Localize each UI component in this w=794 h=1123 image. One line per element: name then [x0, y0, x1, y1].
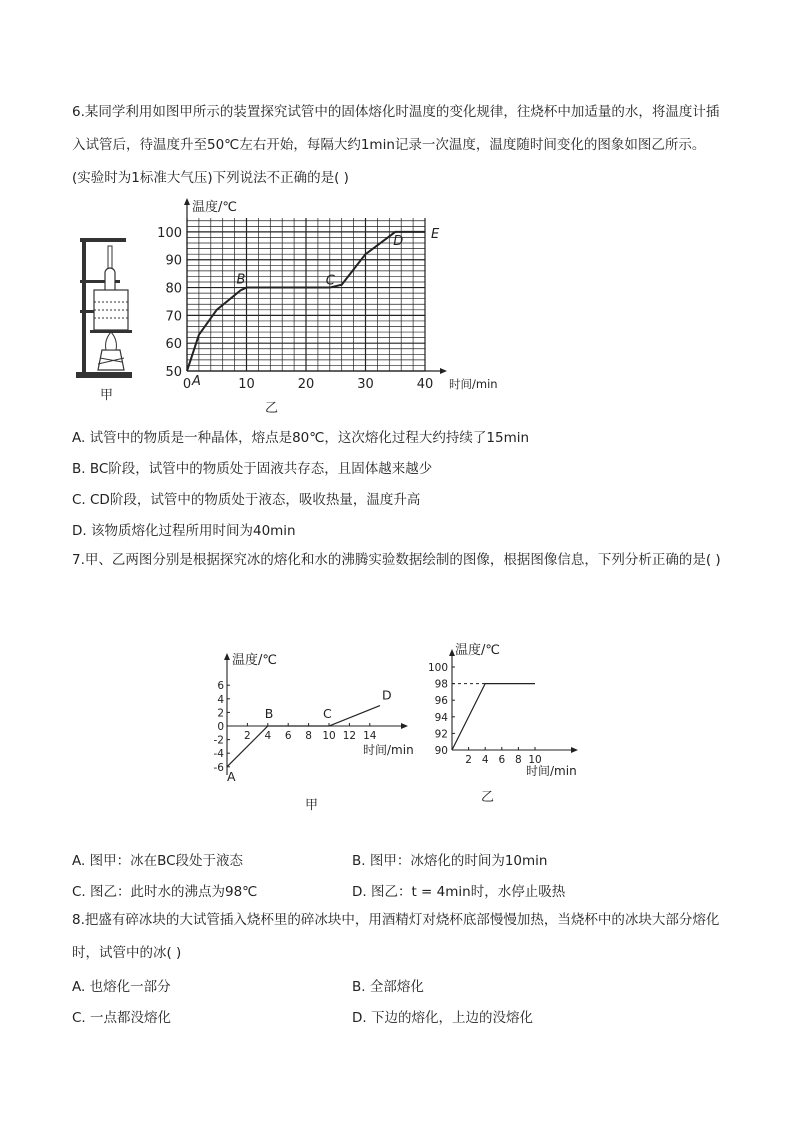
x-tick-label: 4 — [264, 730, 272, 742]
y-tick-label: 100 — [157, 225, 182, 241]
point-label-a: A — [192, 374, 201, 389]
y-tick-label: -6 — [213, 761, 224, 774]
x-tick-label: 12 — [342, 730, 357, 742]
point-label-b: B — [236, 272, 246, 288]
y-tick-label: 70 — [165, 309, 182, 325]
y-axis-arrow — [184, 198, 190, 205]
y-tick-label: -4 — [213, 748, 224, 761]
point-label-d: D — [393, 233, 404, 249]
question-8-text: 8.把盛有碎冰块的大试管插入烧杯里的碎冰块中，用酒精灯对烧杯底部慢慢加热，当烧杯中的冰块大部分熔化时，试管中的冰( ) — [72, 912, 720, 961]
y-axis-label: 温度/℃ — [232, 653, 277, 668]
x-tick-label: 40 — [416, 377, 434, 392]
x-axis-label: 时间/min — [449, 377, 498, 391]
chart-left-caption: 甲 — [305, 798, 319, 813]
x-axis-label: 时间/min — [363, 743, 414, 757]
temperature-curve — [452, 684, 535, 750]
y-tick-label: 2 — [217, 707, 224, 720]
q7-option-a[interactable]: A. 图甲：冰在BC段处于液态 — [72, 853, 244, 869]
point-label-e: E — [431, 226, 440, 242]
y-tick-label: 4 — [217, 693, 224, 706]
q8-option-a[interactable]: A. 也熔化一部分 — [72, 979, 171, 995]
x-tick-label: 6 — [284, 730, 292, 742]
apparatus-caption: 甲 — [100, 388, 114, 403]
q7-option-c[interactable]: C. 图乙：此时水的沸点为98℃ — [72, 884, 258, 900]
question-6-text: 6.某同学利用如图甲所示的装置探究试管中的固体熔化时温度的变化规律，往烧杯中加适量的水，将温度计插入试管后，待温度升至50℃左右开始，每隔大约1min记录一次温度，温度随时间变化的图象如图乙所示。(实验时为1标准大气压)下列说法不正确的是( ) — [72, 104, 720, 186]
x-tick-label: 8 — [515, 754, 522, 766]
x-tick-label: 2 — [244, 730, 251, 742]
x-axis-label: 时间/min — [526, 764, 577, 776]
y-tick-label: 98 — [434, 678, 448, 691]
y-tick-label: 94 — [434, 711, 448, 724]
x-tick-label: 10 — [322, 730, 336, 742]
x-axis-arrow — [571, 747, 578, 753]
y-tick-label: 0 — [217, 721, 224, 733]
q6-option-d[interactable]: D. 该物质熔化过程所用时间为40min — [72, 523, 296, 539]
y-tick-label: 92 — [434, 728, 448, 741]
y-axis-label: 温度/℃ — [455, 643, 500, 658]
water-boiling-chart — [420, 636, 595, 776]
x-tick-label: 20 — [297, 377, 315, 392]
point-label-b: B — [264, 706, 274, 721]
q6-option-a[interactable]: A. 试管中的物质是一种晶体，熔点是80℃，这次熔化过程大约持续了15min — [72, 430, 530, 446]
q8-option-d[interactable]: D. 下边的熔化，上边的没熔化 — [352, 1010, 533, 1026]
x-tick-label: 8 — [305, 730, 312, 742]
apparatus-illustration — [74, 232, 140, 382]
x-tick-label: 0 — [182, 377, 192, 392]
q6-option-c[interactable]: C. CD阶段，试管中的物质处于液态，吸收热量，温度升高 — [72, 492, 421, 508]
x-tick-label: 10 — [238, 377, 255, 392]
y-tick-label: 96 — [434, 695, 448, 708]
chart-right-caption: 乙 — [481, 790, 495, 805]
x-tick-label: 30 — [357, 377, 374, 392]
q6-option-b[interactable]: B. BC阶段，试管中的物质处于固液共存态，且固体越来越少 — [72, 461, 433, 477]
y-axis-label: 温度/℃ — [192, 200, 237, 215]
q8-option-c[interactable]: C. 一点都没熔化 — [72, 1010, 172, 1026]
y-tick-label: -2 — [213, 734, 224, 747]
y-axis-arrow — [224, 653, 230, 660]
point-label-d: D — [382, 687, 392, 703]
y-tick-label: 50 — [165, 365, 182, 380]
x-tick-label: 10 — [528, 754, 542, 766]
x-tick-label: 2 — [465, 754, 472, 766]
q7-option-b[interactable]: B. 图甲：冰熔化的时间为10min — [352, 853, 548, 869]
point-label-a: A — [227, 768, 236, 784]
x-tick-label: 6 — [498, 754, 506, 766]
x-tick-label: 4 — [481, 754, 489, 766]
q7-option-d[interactable]: D. 图乙：t = 4min时，水停止吸热 — [352, 884, 566, 900]
y-tick-label: 100 — [427, 662, 448, 674]
y-tick-label: 90 — [165, 253, 182, 269]
x-axis-arrow — [401, 723, 408, 729]
y-tick-label: 6 — [217, 680, 224, 693]
x-tick-label: 14 — [363, 730, 377, 742]
y-tick-label: 60 — [165, 337, 182, 353]
y-tick-label: 90 — [434, 745, 448, 757]
y-tick-label: 80 — [165, 281, 182, 297]
ice-melting-chart — [205, 640, 425, 790]
q8-option-b[interactable]: B. 全部熔化 — [352, 979, 424, 995]
point-label-c: C — [323, 706, 332, 721]
melting-curve-chart — [150, 196, 520, 396]
point-label-c: C — [325, 273, 335, 289]
graph-caption: 乙 — [265, 401, 279, 416]
question-7-text: 7.甲、乙两图分别是根据探究冰的熔化和水的沸腾实验数据绘制的图像，根据图像信息，下列分析正确的是( ) — [72, 552, 721, 568]
x-axis-arrow — [440, 368, 447, 374]
